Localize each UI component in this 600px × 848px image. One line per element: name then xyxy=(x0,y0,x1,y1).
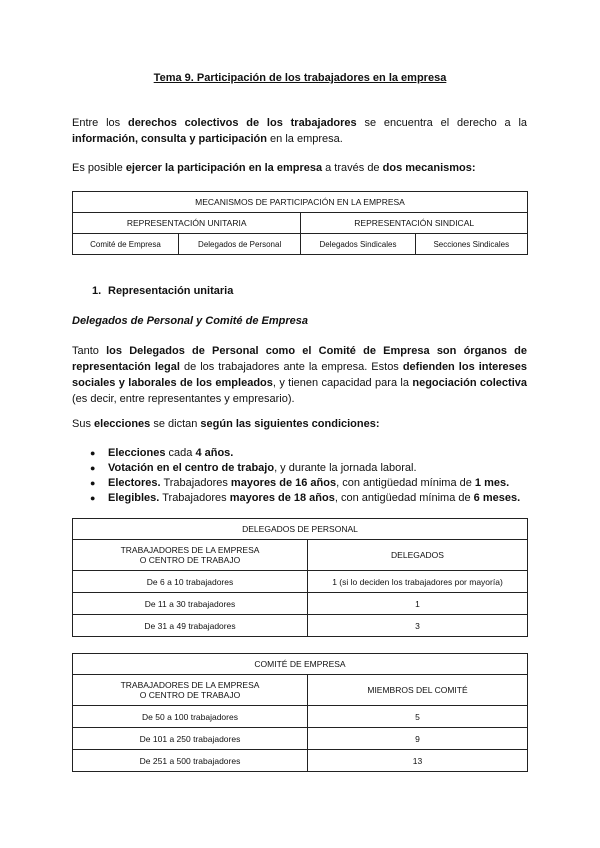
posible-bold-2: dos mecanismos: xyxy=(382,162,476,174)
organos-paragraph xyxy=(72,343,527,407)
bullet-icon: ● xyxy=(90,493,96,503)
comite-table xyxy=(72,653,528,772)
intro-text-3: en la empresa. xyxy=(266,133,343,145)
elecciones-text-2: se dictan xyxy=(150,418,201,430)
section-number: 1. xyxy=(92,285,102,297)
section-heading xyxy=(92,285,233,297)
table-row: De 31 a 49 trabajadores 3 xyxy=(73,615,528,637)
conditions-list xyxy=(90,446,520,506)
group-sindical: REPRESENTACIÓN SINDICAL xyxy=(301,213,528,234)
elecciones-bold-1: elecciones xyxy=(94,418,151,430)
mechanisms-paragraph xyxy=(72,160,527,176)
item-secciones-sindicales: Secciones Sindicales xyxy=(415,234,527,255)
intro-text-2: se encuentra el derecho a la xyxy=(356,117,528,129)
organos-text-4: (es decir, entre representantes y empresario). xyxy=(72,393,295,405)
table-row: De 50 a 100 trabajadores 5 xyxy=(73,706,528,728)
table-row: De 6 a 10 trabajadores 1 (si lo deciden los trabajadores por mayoría) xyxy=(73,571,528,593)
organos-text-2: de los trabajadores ante la empresa. Estos xyxy=(179,361,403,373)
organos-bold-2: defienden los intereses sociales y laborales de los empleados xyxy=(72,361,527,389)
list-item: ● Elecciones cada 4 años. xyxy=(90,447,234,459)
section-title: Representación unitaria xyxy=(108,285,234,297)
table-row: De 251 a 500 trabajadores 13 xyxy=(73,750,528,772)
delegados-table-title: DELEGADOS DE PERSONAL xyxy=(73,519,528,540)
bullet-icon: ● xyxy=(90,463,96,473)
table-row: De 11 a 30 trabajadores 1 xyxy=(73,593,528,615)
list-item: ● Votación en el centro de trabajo, y durante la jornada laboral. xyxy=(90,462,417,474)
subtitle: Delegados de Personal y Comité de Empresa xyxy=(72,315,308,327)
organos-bold-1: los Delegados de Personal como el Comité de Empresa son órganos de representación legal xyxy=(72,345,527,373)
intro-paragraph xyxy=(72,115,527,147)
elecciones-text-1: Sus xyxy=(72,418,95,430)
mechanisms-table xyxy=(72,191,528,255)
delegados-table xyxy=(72,518,528,637)
posible-text-1: Es posible xyxy=(72,162,126,174)
intro-bold-1: derechos colectivos de los trabajadores xyxy=(127,117,357,129)
list-item: ● Elegibles. Trabajadores mayores de 18 años, con antigüedad mínima de 6 meses. xyxy=(90,492,521,504)
comite-table-title: COMITÉ DE EMPRESA xyxy=(73,654,528,675)
intro-text-1: Entre los xyxy=(72,117,128,129)
elecciones-paragraph xyxy=(72,416,527,432)
item-delegados-personal: Delegados de Personal xyxy=(178,234,300,255)
table-row: De 101 a 250 trabajadores 9 xyxy=(73,728,528,750)
group-unitaria: REPRESENTACIÓN UNITARIA xyxy=(73,213,301,234)
posible-text-2: a través de xyxy=(322,162,383,174)
bullet-icon: ● xyxy=(90,448,96,458)
posible-bold-1: ejercer la participación en la empresa xyxy=(125,162,323,174)
organos-text-3: , y tienen capacidad para la xyxy=(272,377,413,389)
elecciones-bold-2: según las siguientes condiciones: xyxy=(200,418,380,430)
intro-bold-2: información, consulta y participación xyxy=(72,133,267,145)
comite-col-miembros: MIEMBROS DEL COMITÉ xyxy=(308,675,528,706)
comite-col-workers: TRABAJADORES DE LA EMPRESA O CENTRO DE TRABAJO xyxy=(73,675,308,706)
organos-text-1: Tanto xyxy=(72,345,107,357)
item-comite-empresa: Comité de Empresa xyxy=(73,234,179,255)
delegados-col-delegados: DELEGADOS xyxy=(308,540,528,571)
organos-bold-3: negociación colectiva xyxy=(412,377,527,389)
mechanisms-table-title: MECANISMOS DE PARTICIPACIÓN EN LA EMPRESA xyxy=(73,192,528,213)
delegados-col-workers: TRABAJADORES DE LA EMPRESA O CENTRO DE TRABAJO xyxy=(73,540,308,571)
bullet-icon: ● xyxy=(90,478,96,488)
page-title: Tema 9. Participación de los trabajadores en la empresa xyxy=(153,72,447,84)
list-item: ● Electores. Trabajadores mayores de 16 años, con antigüedad mínima de 1 mes. xyxy=(90,477,510,489)
item-delegados-sindicales: Delegados Sindicales xyxy=(301,234,415,255)
